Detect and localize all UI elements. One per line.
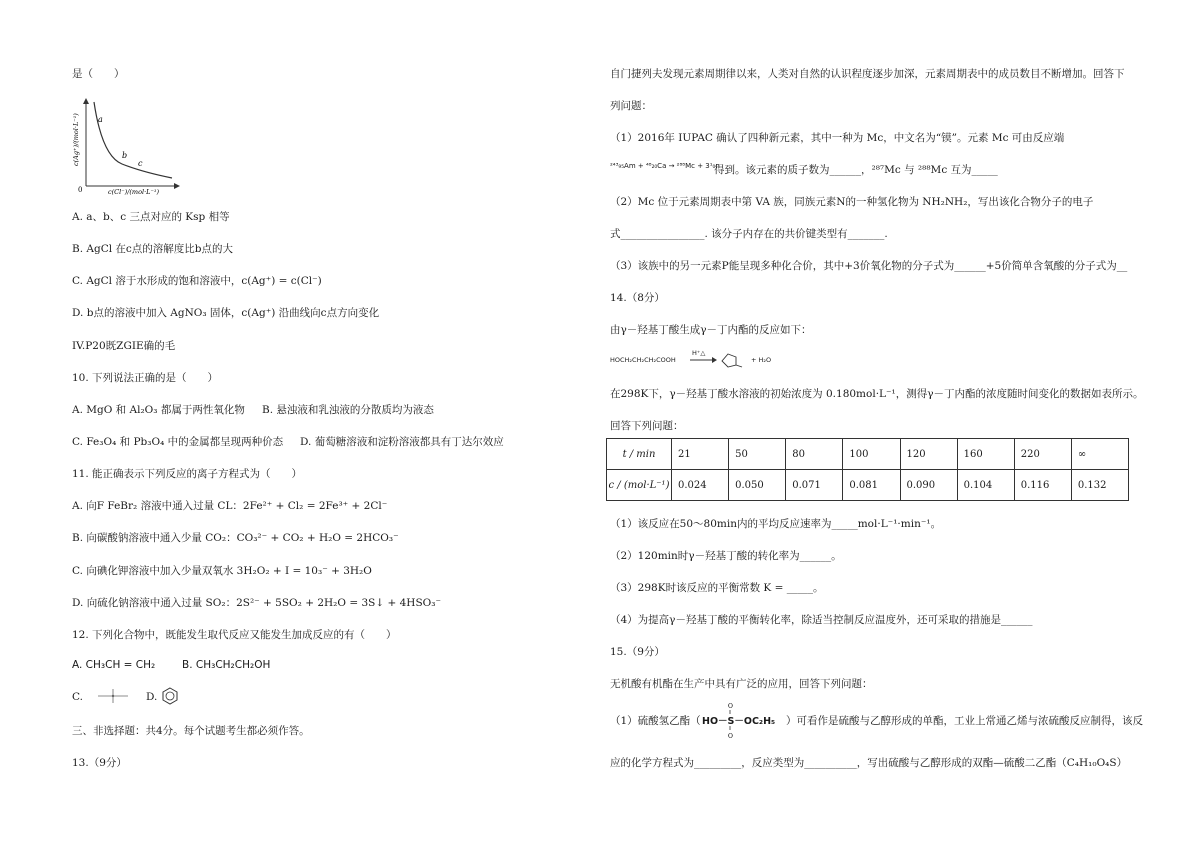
table-cell: 50 [729, 439, 786, 470]
q13-part3: （3）该族中的另一元素P能呈现多种化合价，其中+3价氧化物的分子式为______+5价简单含氧酸的分子式为__ [610, 260, 1128, 272]
q13-intro-line1: 自门捷列夫发现元素周期律以来，人类对自然的认识程度逐步加深，元素周期表中的成员数目不断增加。回答下 [610, 68, 1125, 80]
q13-part1-equation: ²⁴³₉₅Am + ⁴⁸₂₀Ca → ²⁸⁸Mc + 3¹₀n [610, 162, 720, 170]
table-cell: 120 [900, 439, 957, 470]
q14-part2: （2）120min时γ－羟基丁酸的转化率为______。 [610, 550, 842, 562]
q15-formula: HO－S－OC₂H₅ [702, 716, 776, 727]
sulfonyl-oxygen-marks [724, 700, 738, 740]
q10-option-c: C. Fe₃O₄ 和 Pb₃O₄ 中的金属都呈现两种价态 [72, 436, 284, 448]
q14-intro: 由γ－羟基丁酸生成γ－丁内酯的反应如下： [610, 324, 812, 336]
q14-part4: （4）为提高γ－羟基丁酸的平衡转化率，除适当控制反应温度外，还可采取的措施是______ [610, 614, 1033, 626]
q14-ask: 回答下列问题： [610, 420, 684, 432]
table-cell: 0.024 [672, 470, 729, 501]
table-cell: 0.104 [957, 470, 1014, 501]
q13-part1-line1: （1）2016年 IUPAC 确认了四种新元素，其中一种为 Mc，中文名为“镆”。元素 Mc 可由反应端 [610, 132, 1065, 144]
graph-point-a: a [98, 115, 103, 124]
table-cell: 0.090 [900, 470, 957, 501]
q14-product: + H₂O [751, 356, 772, 364]
table-cell: 80 [786, 439, 843, 470]
solubility-graph [72, 96, 182, 196]
q12-option-d: D. [146, 691, 158, 703]
q13-part2-line2: 式________________. 该分子内存在的共价键类型有_______. [610, 228, 888, 240]
q14-part3: （3）298K时该反应的平衡常数 K = _____。 [610, 582, 824, 594]
graph-origin: 0 [78, 186, 83, 194]
graph-point-c: c [138, 159, 143, 168]
graph-x-arrow [174, 183, 180, 189]
q13-intro-line2: 列问题： [610, 100, 652, 112]
graph-x-label: c(Cl⁻)/(mol·L⁻¹) [108, 188, 160, 196]
table-row-concentration [607, 470, 1129, 501]
q11-stem: 11. 能正确表示下列反应的离子方程式为（ ） [72, 468, 303, 480]
q15-heading: 15.（9分） [610, 646, 665, 658]
q12-stem: 12. 下列化合物中，既能发生取代反应又能发生加成反应的有（ ） [72, 629, 397, 641]
q15-part1-line2: 应的化学方程式为_________，反应类型为__________，写出硫酸与乙醇形成的双酯—硫酸二乙酯（C₄H₁₀O₄S） [610, 757, 1128, 769]
table-cell: 0.132 [1071, 470, 1128, 501]
q10-option-d: D. 葡萄糖溶液和淀粉溶液都具有丁达尔效应 [300, 436, 504, 448]
q14-condition: H⁺△ [692, 349, 706, 357]
q12-d-benzene-image [160, 686, 180, 706]
q12-option-c: C. [72, 691, 83, 703]
svg-text:O: O [728, 703, 733, 710]
table-row-time [607, 439, 1129, 470]
table-cell: ∞ [1071, 439, 1128, 470]
section-3-heading: 三、非选择题：共4分。每个试题考生都必须作答。 [72, 725, 310, 737]
q11-option-a: A. 向F FeBr₂ 溶液中通入过量 CL：2Fe²⁺ + Cl₂ = 2Fe³⁺ + 2Cl⁻ [72, 500, 388, 512]
q14-heading: 14.（8分） [610, 292, 665, 304]
q10-stem: 10. 下列说法正确的是（ ） [72, 372, 219, 384]
q9-tail: 是（ ） [72, 68, 125, 80]
q12-option-b: B. CH₃CH₂CH₂OH [182, 659, 271, 671]
table-cell: 100 [843, 439, 900, 470]
q15-part1-post: ）可看作是硫酸与乙醇形成的单酯，工业上常通乙烯与浓硫酸反应制得，该反 [786, 715, 1143, 727]
graph-point-b: b [122, 151, 128, 160]
graph-y-arrow [83, 98, 89, 104]
q9-option-a: A. a、b、c 三点对应的 Ksp 相等 [72, 211, 230, 223]
q13-part1-line2: 得到。该元素的质子数为______，²⁸⁷Mc 与 ²⁸⁸Mc 互为_____ [714, 164, 998, 176]
q14-reactant: HOCH₂CH₂CH₂COOH [610, 356, 676, 364]
q9-option-d: D. b点的溶液中加入 AgNO₃ 固体，c(Ag⁺) 沿曲线向c点方向变化 [72, 307, 380, 319]
stray-text: IV.P20既ZGIE确的毛 [72, 340, 176, 352]
q11-option-b: B. 向碳酸钠溶液中通入少量 CO₂：CO₃²⁻ + CO₂ + H₂O = 2HCO₃⁻ [72, 532, 399, 544]
q9-option-c: C. AgCl 溶于水形成的饱和溶液中，c(Ag⁺) = c(Cl⁻) [72, 275, 322, 287]
q11-option-d: D. 向硫化钠溶液中通入过量 SO₂：2S²⁻ + 5SO₂ + 2H₂O = 3S↓ + 4HSO₃⁻ [72, 597, 441, 609]
q12-c-structure-image [96, 687, 130, 705]
q10-option-a: A. MgO 和 Al₂O₃ 都属于两性氧化物 [72, 404, 245, 416]
q11-option-c: C. 向碘化钾溶液中加入少量双氧水 3H₂O₂ + I = 10₃⁻ + 3H₂O [72, 565, 372, 577]
table-cell: 0.071 [786, 470, 843, 501]
graph-curve [94, 102, 172, 178]
q10-option-b: B. 悬浊液和乳浊液的分散质均为液态 [262, 404, 434, 416]
q12-option-a: A. CH₃CH = CH₂ [72, 659, 156, 671]
q14-reaction-arrow-image [690, 350, 752, 370]
q14-part1: （1）该反应在50～80min内的平均反应速率为_____mol·L⁻¹·min⁻¹。 [610, 518, 942, 530]
table-header-time: t / min [607, 439, 672, 470]
table-cell: 220 [1014, 439, 1071, 470]
q13-part2-line1: （2）Mc 位于元素周期表中第 VA 族，同族元素N的一种氢化物为 NH₂NH₂，写出该化合物分子的电子 [610, 196, 1094, 208]
table-cell: 160 [957, 439, 1014, 470]
graph-y-label: c(Ag⁺)/(mol·L⁻¹) [72, 113, 80, 166]
table-cell: 0.050 [729, 470, 786, 501]
table-header-concentration: c / (mol·L⁻¹) [607, 470, 672, 501]
q9-option-b: B. AgCl 在c点的溶解度比b点的大 [72, 243, 234, 255]
svg-text:O: O [728, 733, 733, 740]
q15-part1-pre: （1）硫酸氢乙酯（ [610, 715, 701, 727]
table-cell: 0.081 [843, 470, 900, 501]
q14-data-table [606, 438, 1129, 501]
q13-heading: 13.（9分） [72, 757, 127, 769]
table-cell: 0.116 [1014, 470, 1071, 501]
table-cell: 21 [672, 439, 729, 470]
q15-intro: 无机酸有机酯在生产中具有广泛的应用，回答下列问题： [610, 678, 873, 690]
q14-description: 在298K下，γ－羟基丁酸水溶液的初始浓度为 0.180mol·L⁻¹，测得γ－丁内酯的浓度随时间变化的数据如表所示。 [610, 388, 1144, 400]
